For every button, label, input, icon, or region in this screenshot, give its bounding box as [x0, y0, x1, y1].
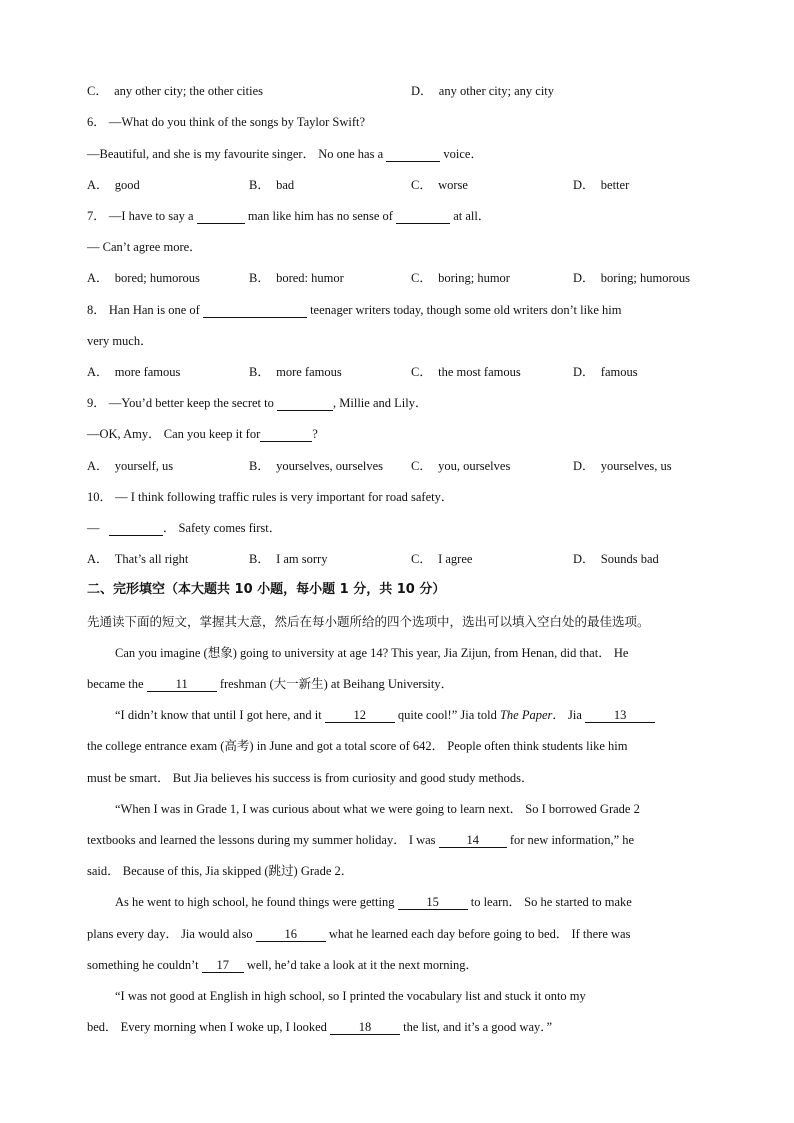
option-text: yourselves, ourselves: [276, 459, 384, 473]
q10-option-a: [87, 551, 188, 567]
option-letter: C．: [87, 84, 108, 98]
passage-text: to learn． So he started to make: [470, 895, 632, 909]
q9-option-d: [573, 458, 672, 474]
q9-line2-a: —OK, Amy． Can you keep it for: [87, 427, 261, 441]
blank-12: 12: [325, 708, 395, 723]
option-letter: A．: [87, 459, 109, 473]
passage-p5-line1: “I was not good at English in high school, so I printed the vocabulary list and stuck it onto my: [115, 989, 586, 1003]
passage-p2-line3: must be smart． But Jia believes his success is from curiosity and good study methods．: [87, 771, 534, 785]
q7-stem: [87, 208, 490, 224]
q9-stem: [87, 395, 427, 411]
option-text: I am sorry: [276, 552, 328, 566]
option-letter: C．: [411, 459, 432, 473]
blank-13: 13: [585, 708, 655, 723]
q9-stem-a: 9． —You’d better keep the secret to: [87, 396, 274, 410]
option-text: any other city; any city: [438, 84, 555, 98]
option-letter: D．: [573, 271, 595, 285]
option-text: boring; humor: [438, 271, 510, 285]
passage-text: the list, and it’s a good way．”: [403, 1020, 553, 1034]
passage-text: became the: [87, 677, 144, 691]
passage-text: “I didn’t know that until I got here, and it: [115, 708, 322, 722]
option-letter: B．: [249, 271, 270, 285]
q6-line2: [87, 146, 483, 162]
passage-text: textbooks and learned the lessons during my summer holiday． I was: [87, 833, 436, 847]
option-text: bored; humorous: [114, 271, 200, 285]
q6-stem: 6． —What do you think of the songs by Taylor Swift?: [87, 115, 366, 129]
q8-stem-a: 8． Han Han is one of: [87, 303, 200, 317]
blank-11: 11: [147, 677, 217, 692]
option-letter: B．: [249, 552, 270, 566]
option-letter: C．: [411, 271, 432, 285]
q9-option-a: [87, 458, 173, 474]
q7-option-d: [573, 270, 690, 286]
option-text: the most famous: [438, 365, 521, 379]
q7-option-a: [87, 270, 200, 286]
q8-stem: [87, 302, 621, 318]
passage-text: well, he’d take a look at it the next morning．: [246, 958, 479, 972]
option-text: boring; humorous: [600, 271, 691, 285]
q8-line2: very much．: [87, 334, 153, 348]
q6-option-b: [249, 177, 294, 193]
option-text: bored: humor: [276, 271, 344, 285]
q7-stem-b: man like him has no sense of: [247, 209, 393, 223]
q8-option-c: [411, 364, 521, 380]
blank-14: 14: [439, 833, 507, 848]
passage-text: bed． Every morning when I woke up, I looked: [87, 1020, 327, 1034]
passage-p5-line2: [87, 1019, 552, 1035]
section-instruction: 先通读下面的短文，掌握其大意，然后在每小题所给的四个选项中，选出可以填入空白处的最佳选项。: [87, 614, 650, 629]
option-text: worse: [438, 178, 468, 192]
q10-option-d: [573, 551, 659, 567]
q8-option-b: [249, 364, 342, 380]
passage-p2-line2: the college entrance exam (高考) in June and got a total score of 642． People often think students like him: [87, 739, 628, 753]
option-letter: A．: [87, 552, 109, 566]
q8-answer-blank: [203, 303, 307, 318]
newspaper-title: The Paper: [499, 708, 553, 722]
passage-p3-line2: [87, 832, 634, 848]
q10-option-b: [249, 551, 327, 567]
option-letter: A．: [87, 365, 109, 379]
q7-stem-a: 7． —I have to say a: [87, 209, 194, 223]
q7-blank-2: [396, 209, 450, 224]
q6-answer-blank: [386, 147, 440, 162]
q6-option-a: [87, 177, 140, 193]
q10-line2-a: —: [87, 521, 100, 535]
section-heading: 二、完形填空（本大题共 10 小题，每小题 1 分，共 10 分）: [87, 582, 446, 597]
option-letter: A．: [87, 178, 109, 192]
option-text: yourself, us: [114, 459, 174, 473]
passage-text: something he couldn’t: [87, 958, 199, 972]
option-letter: D．: [573, 365, 595, 379]
option-text: you, ourselves: [438, 459, 511, 473]
blank-15: 15: [398, 895, 468, 910]
option-letter: B．: [249, 365, 270, 379]
passage-text: for new information,” he: [509, 833, 635, 847]
option-text: That’s all right: [114, 552, 189, 566]
q6-option-d: [573, 177, 629, 193]
option-text: I agree: [438, 552, 473, 566]
option-text: bad: [276, 178, 295, 192]
passage-text: what he learned each day before going to bed． If there was: [328, 927, 631, 941]
q8-option-a: [87, 364, 180, 380]
passage-p4-line1: [115, 894, 632, 910]
q5-option-d: [411, 83, 554, 99]
q10-line2: [87, 520, 281, 536]
option-text: yourselves, us: [600, 459, 672, 473]
q9-blank-2: [260, 427, 312, 442]
q9-option-b: [249, 458, 383, 474]
option-text: more famous: [114, 365, 181, 379]
option-letter: B．: [249, 459, 270, 473]
passage-text: freshman (大一新生) at Beihang University．: [219, 677, 454, 691]
q9-line2-b: ?: [312, 427, 318, 441]
option-letter: D．: [573, 178, 595, 192]
passage-p4-line3: [87, 957, 478, 973]
q7-blank-1: [197, 209, 245, 224]
q5-option-c: [87, 83, 263, 99]
passage-p3-line3: said． Because of this, Jia skipped (跳过) Grade 2．: [87, 864, 354, 878]
q6-line2-text: —Beautiful, and she is my favourite singer． No one has a: [87, 147, 384, 161]
q8-option-d: [573, 364, 638, 380]
q10-stem: 10． — I think following traffic rules is very important for road safety．: [87, 490, 454, 504]
blank-18: 18: [330, 1020, 400, 1035]
q10-option-c: [411, 551, 472, 567]
q9-line2: [87, 426, 318, 442]
option-letter: D．: [573, 552, 595, 566]
passage-text: ． Jia: [552, 708, 582, 722]
blank-16: 16: [256, 927, 326, 942]
q9-stem-b: , Millie and Lily．: [333, 396, 428, 410]
q9-blank-1: [277, 396, 333, 411]
q9-option-c: [411, 458, 510, 474]
q7-option-c: [411, 270, 510, 286]
option-letter: C．: [411, 178, 432, 192]
blank-17: 17: [202, 958, 244, 973]
q6-line2-end: voice．: [443, 147, 483, 161]
option-text: any other city; the other cities: [114, 84, 264, 98]
option-letter: C．: [411, 552, 432, 566]
option-text: better: [600, 178, 630, 192]
q8-stem-b: teenager writers today, though some old writers don’t like him: [310, 303, 622, 317]
passage-text: plans every day． Jia would also: [87, 927, 253, 941]
q7-line2: — Can’t agree more．: [87, 240, 202, 254]
option-text: Sounds bad: [600, 552, 659, 566]
option-text: more famous: [276, 365, 342, 379]
passage-text: As he went to high school, he found things were getting: [115, 895, 395, 909]
passage-p2-line1: [115, 707, 655, 723]
passage-p1-line2: [87, 676, 453, 692]
option-letter: A．: [87, 271, 109, 285]
q7-stem-c: at all．: [453, 209, 491, 223]
option-letter: C．: [411, 365, 432, 379]
option-text: good: [114, 178, 140, 192]
q7-option-b: [249, 270, 344, 286]
passage-p4-line2: [87, 926, 630, 942]
q6-option-c: [411, 177, 468, 193]
option-text: famous: [600, 365, 638, 379]
passage-p1-line1: Can you imagine (想象) going to university at age 14? This year, Jia Zijun, from Henan, did that． He: [115, 646, 629, 660]
option-letter: B．: [249, 178, 270, 192]
q10-answer-blank: [109, 521, 163, 536]
passage-text: quite cool!” Jia told: [397, 708, 497, 722]
passage-p3-line1: “When I was in Grade 1, I was curious about what we were going to learn next． So I borrowed Grade 2: [115, 802, 640, 816]
option-letter: D．: [573, 459, 595, 473]
option-letter: D．: [411, 84, 433, 98]
q10-line2-b: ． Safety comes first．: [162, 521, 282, 535]
